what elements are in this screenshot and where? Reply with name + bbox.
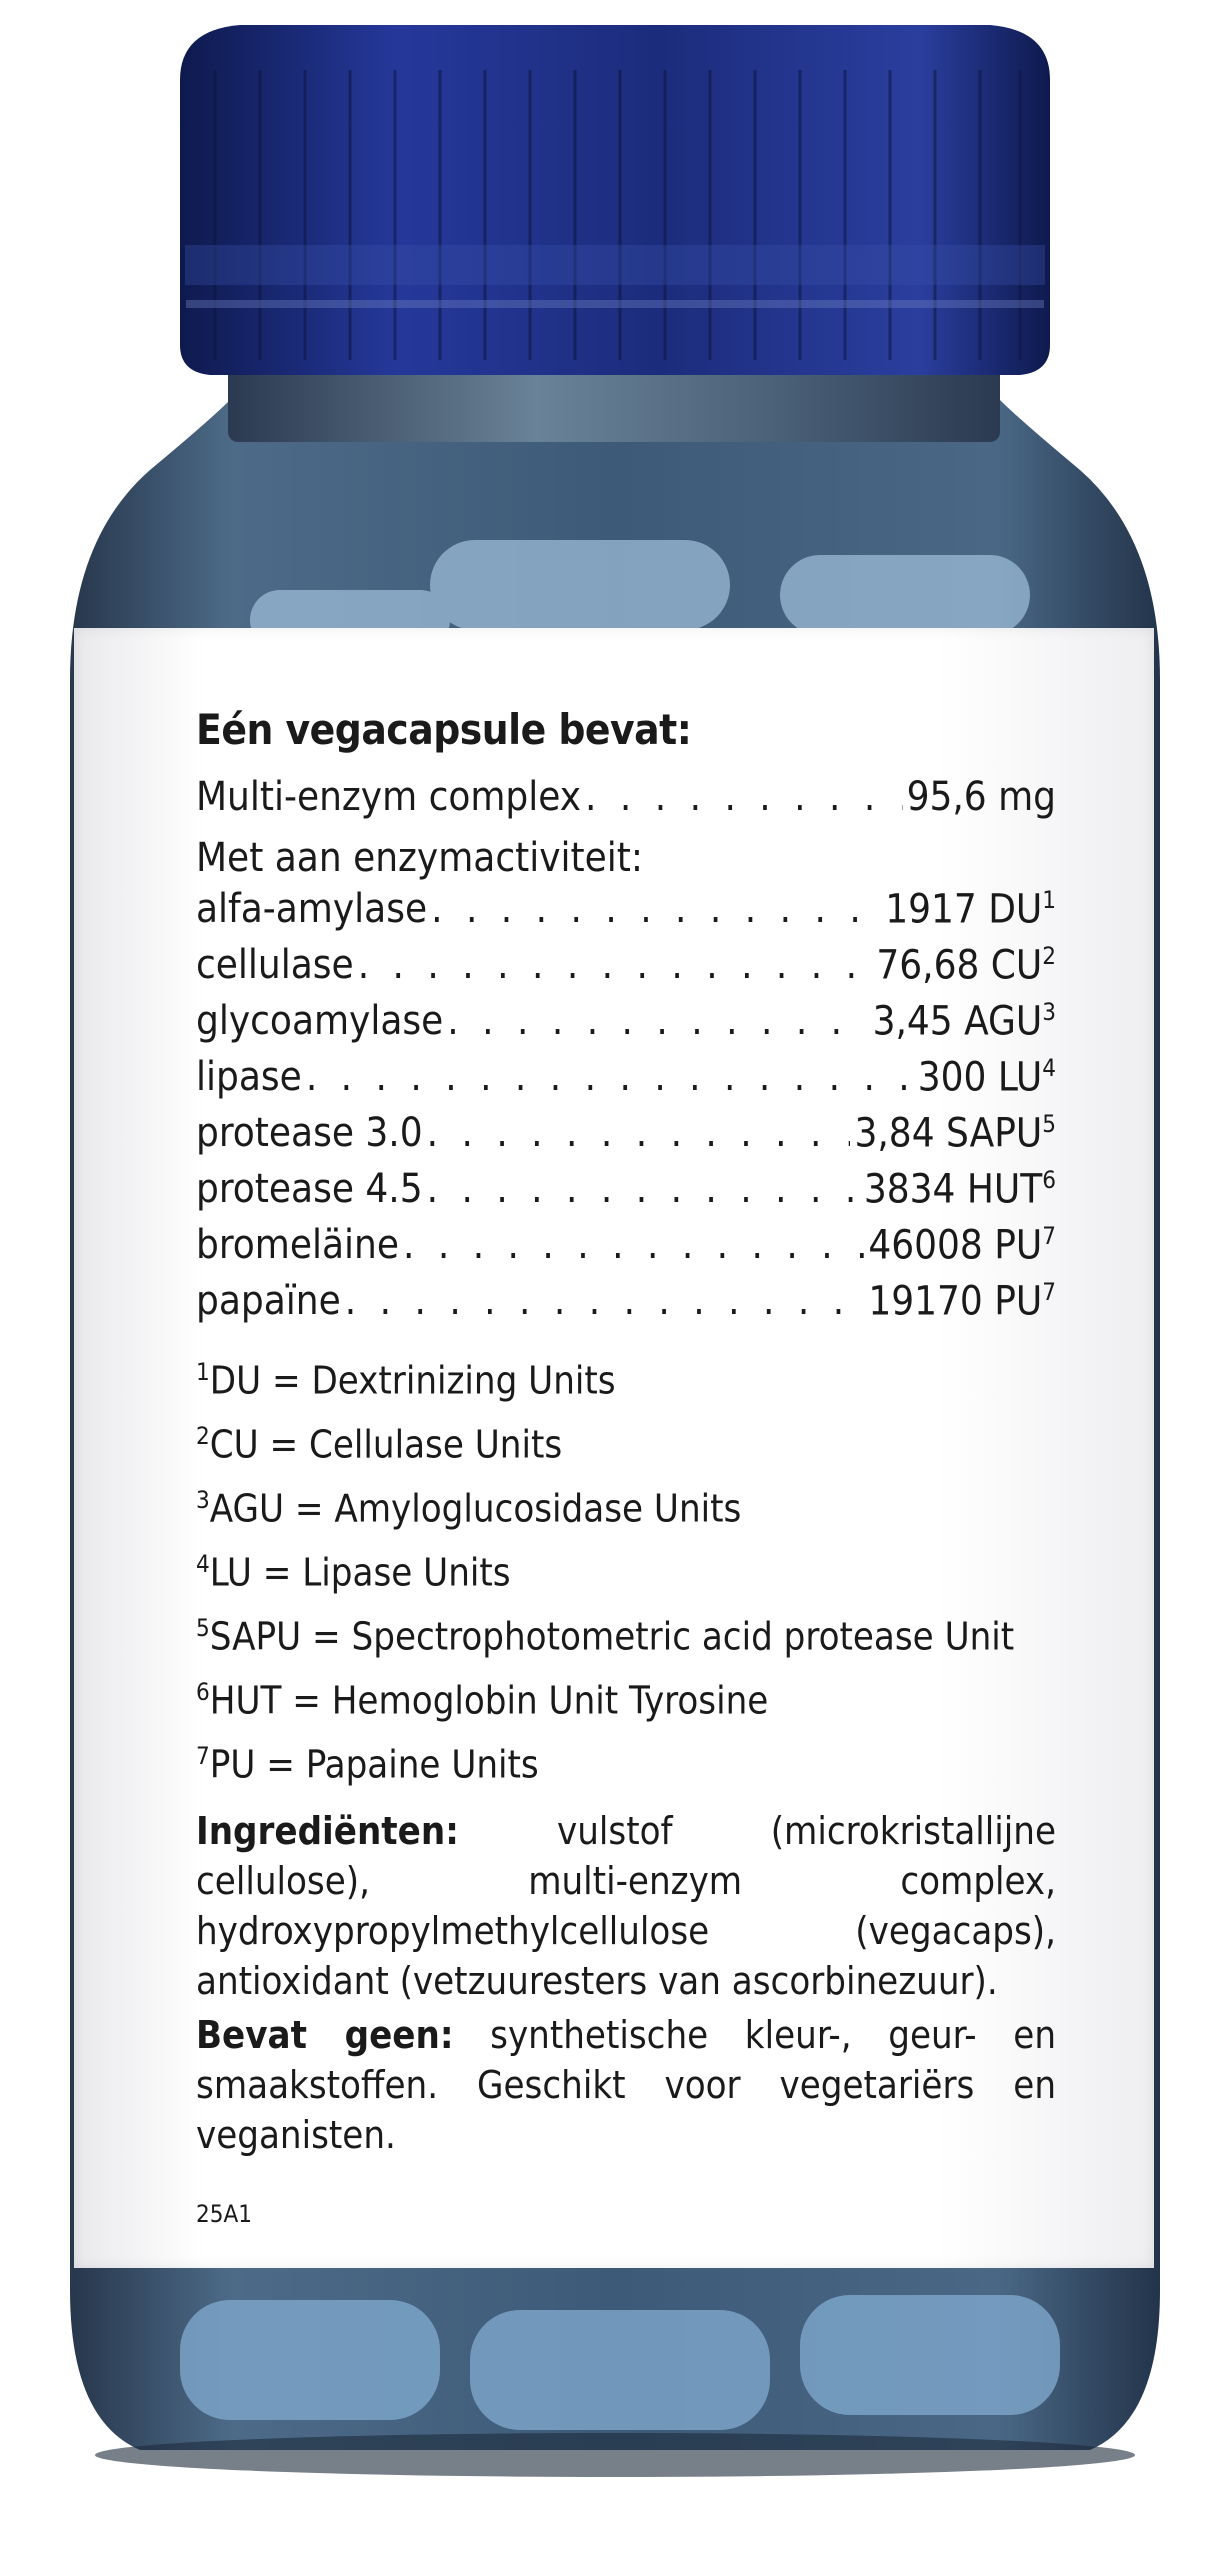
leader-dots [345, 1278, 865, 1324]
activity-subheading: Met aan enzymactiviteit: [196, 835, 643, 881]
enzyme-name: protease 3.0 [196, 1110, 423, 1157]
enzyme-list [196, 886, 1056, 1334]
footnote [196, 1404, 1056, 1468]
footnote [196, 1596, 1056, 1660]
footnote-ref: 7 [1042, 1278, 1056, 1306]
footnote-ref: 7 [1042, 1222, 1056, 1250]
enzyme-name: papaïne [196, 1278, 341, 1325]
enzyme-value [864, 1166, 1056, 1212]
enzyme-name: alfa-amylase [196, 886, 428, 933]
enzyme-value [868, 1222, 1056, 1268]
footnote-text: HUT = Hemoglobin Unit Tyrosine [209, 1678, 769, 1723]
enzyme-value-text: 3,45 AGU [872, 998, 1043, 1045]
enzyme-name: cellulase [196, 942, 354, 989]
enzyme-value [873, 998, 1056, 1044]
enzyme-row [196, 1278, 1056, 1334]
enzyme-row [196, 998, 1056, 1054]
leader-dots [447, 998, 868, 1044]
leader-dots [585, 774, 903, 820]
leader-dots [358, 942, 873, 988]
footnote-number: 1 [196, 1358, 210, 1386]
enzyme-row [196, 1054, 1056, 1110]
footnote-ref: 6 [1042, 1166, 1056, 1194]
leader-dots [427, 1110, 851, 1156]
contains-not-label: Bevat geen: [196, 2013, 454, 2057]
enzyme-row [196, 1166, 1056, 1222]
footnote-number: 4 [196, 1550, 210, 1578]
enzyme-row [196, 1110, 1056, 1166]
enzyme-row [196, 942, 1056, 998]
enzyme-value [885, 886, 1056, 932]
footnote-text: DU = Dextrinizing Units [209, 1358, 616, 1403]
enzyme-value-text: 3834 HUT [863, 1166, 1043, 1213]
footnote-number: 3 [196, 1486, 210, 1514]
footnote [196, 1724, 1056, 1788]
footnote-ref: 2 [1042, 942, 1056, 970]
enzyme-name: protease 4.5 [196, 1166, 423, 1213]
label-heading: Eén vegacapsule bevat: [196, 705, 692, 754]
ingredients-text: vulstof (microkristallijne cellulose), multi-enzym complex, hydroxypropylmethylcellulose (vegacaps), antioxidant (vetzuuresters van ascorbinezuur). [196, 1809, 1056, 2003]
complex-value: 95,6 mg [906, 774, 1056, 820]
footnote [196, 1468, 1056, 1532]
enzyme-value-text: 76,68 CU [876, 942, 1043, 989]
ingredients-paragraph [196, 1806, 1056, 2006]
enzyme-value-text: 300 LU [917, 1054, 1043, 1101]
footnote [196, 1660, 1056, 1724]
footnote-ref: 4 [1042, 1054, 1056, 1082]
complex-name: Multi-enzym complex [196, 774, 582, 820]
leader-dots [427, 1166, 860, 1212]
enzyme-value-text: 1917 DU [885, 886, 1043, 933]
enzyme-value-text: 19170 PU [868, 1278, 1043, 1325]
enzyme-value [868, 1278, 1056, 1324]
footnote-ref: 1 [1042, 886, 1056, 914]
enzyme-value [918, 1054, 1056, 1100]
enzyme-name: bromeläine [196, 1222, 399, 1269]
footnote-number: 7 [196, 1742, 210, 1770]
unit-footnotes [196, 1340, 1056, 1788]
footnote [196, 1340, 1056, 1404]
enzyme-row [196, 1222, 1056, 1278]
footnote-number: 5 [196, 1614, 210, 1642]
leader-dots [403, 1222, 864, 1268]
footnote-text: CU = Cellulase Units [209, 1422, 563, 1467]
contains-not-text: synthetische kleur-, geur- en smaakstoffen. Geschikt voor vegetariërs en veganisten. [196, 2013, 1056, 2157]
enzyme-value [876, 942, 1056, 988]
footnote [196, 1532, 1056, 1596]
leader-dots [306, 1054, 914, 1100]
enzyme-row [196, 886, 1056, 942]
enzyme-value [854, 1110, 1056, 1156]
footnote-ref: 5 [1042, 1110, 1056, 1138]
footnote-text: AGU = Amyloglucosidase Units [209, 1486, 742, 1531]
enzyme-value-text: 3,84 SAPU [854, 1110, 1043, 1157]
ingredients-label: Ingrediënten: [196, 1809, 459, 1853]
footnote-text: SAPU = Spectrophotometric acid protease Unit [209, 1614, 1015, 1659]
footnote-number: 2 [196, 1422, 210, 1450]
enzyme-name: lipase [196, 1054, 302, 1101]
complex-row [196, 774, 1056, 830]
enzyme-value-text: 46008 PU [868, 1222, 1043, 1269]
contains-not-paragraph [196, 2010, 1056, 2160]
footnote-ref: 3 [1042, 998, 1056, 1026]
enzyme-name: glycoamylase [196, 998, 444, 1045]
footnote-text: PU = Papaine Units [209, 1742, 539, 1787]
footnote-text: LU = Lipase Units [209, 1550, 511, 1595]
footnote-number: 6 [196, 1678, 210, 1706]
label-content [196, 705, 1056, 2228]
batch-code: 25A1 [196, 2200, 252, 2228]
leader-dots [431, 886, 881, 932]
